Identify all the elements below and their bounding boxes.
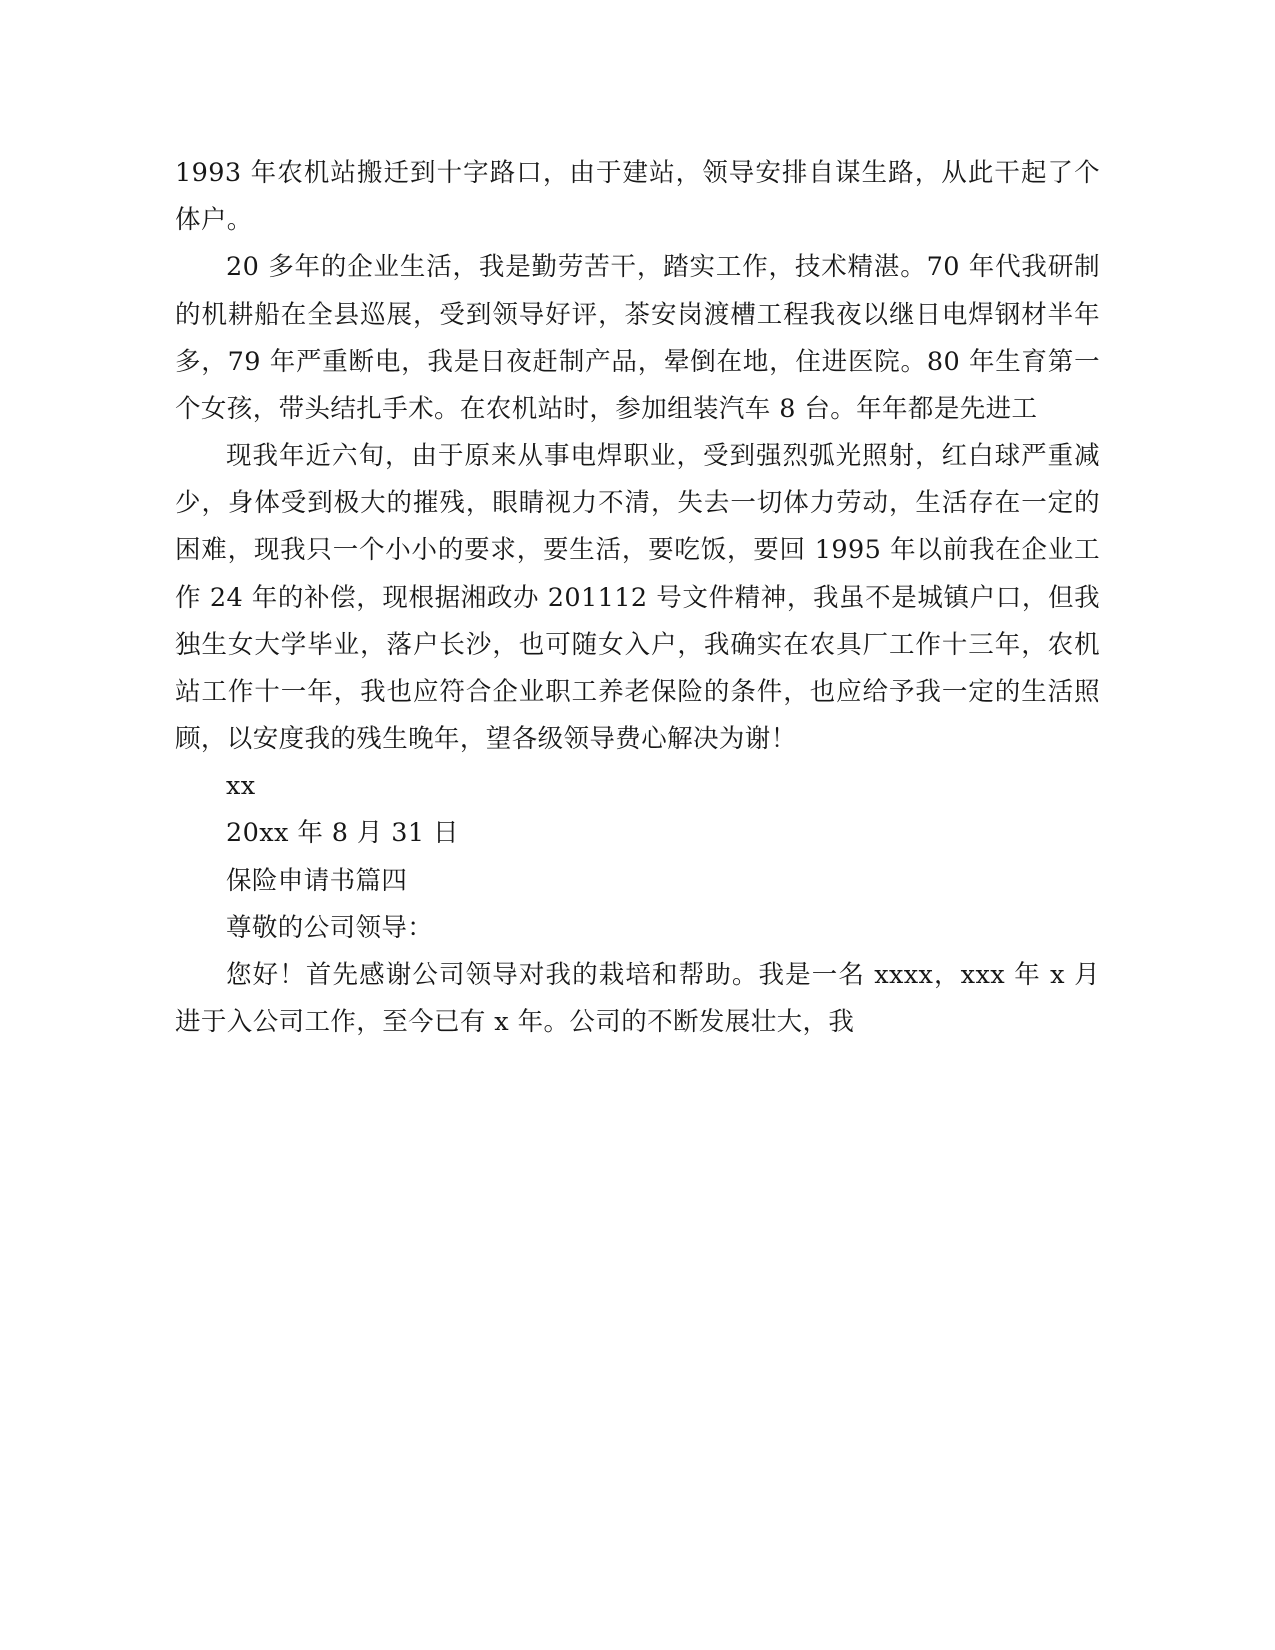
- signature-block: [175, 763, 1100, 857]
- signature-date: 20xx 年 8 月 31 日: [226, 818, 459, 849]
- salutation: 尊敬的公司领导：: [226, 912, 434, 943]
- document-body: [175, 150, 1100, 1046]
- signature-name: xx: [226, 771, 256, 802]
- paragraph-closing: 您好！首先感谢公司领导对我的栽培和帮助。我是一名 xxxx，xxx 年 x 月进于入公司工作，至今已有 x 年。公司的不断发展壮大，我: [175, 959, 1100, 1038]
- section-heading: 保险申请书篇四: [226, 865, 408, 896]
- paragraph-work-history: 20 多年的企业生活，我是勤劳苦干，踏实工作，技术精湛。70 年代我研制的机耕船在全县巡展，受到领导好评，茶安岗渡槽工程我夜以继日电焊钢材半年多，79 年严重断电，我是日夜赶制产品，晕倒在地，住进医院。80 年生育第一个女孩，带头结扎手术。在农机站时，参加组装汽车 8 台。年年都是先进工: [175, 252, 1100, 424]
- paragraph-opening: 1993 年农机站搬迁到十字路口，由于建站，领导安排自谋生路，从此干起了个体户。: [175, 158, 1100, 236]
- paragraph-request: 现我年近六旬，由于原来从事电焊职业，受到强烈弧光照射，红白球严重减少，身体受到极大的摧残，眼睛视力不清，失去一切体力劳动，生活存在一定的困难，现我只一个小小的要求，要生活，要吃饭，要回 1995 年以前我在企业工作 24 年的补偿，现根据湘政办 201112 号文件精神，我虽不是城镇户口，但我独生女大学毕业，落户长沙，也可随女入户，我确实在农具厂工作十三年，农机站工作十一年，我也应符合企业职工养老保险的条件，也应给予我一定的生活照顾，以安度我的残生晚年，望各级领导费心解决为谢！: [175, 441, 1100, 755]
